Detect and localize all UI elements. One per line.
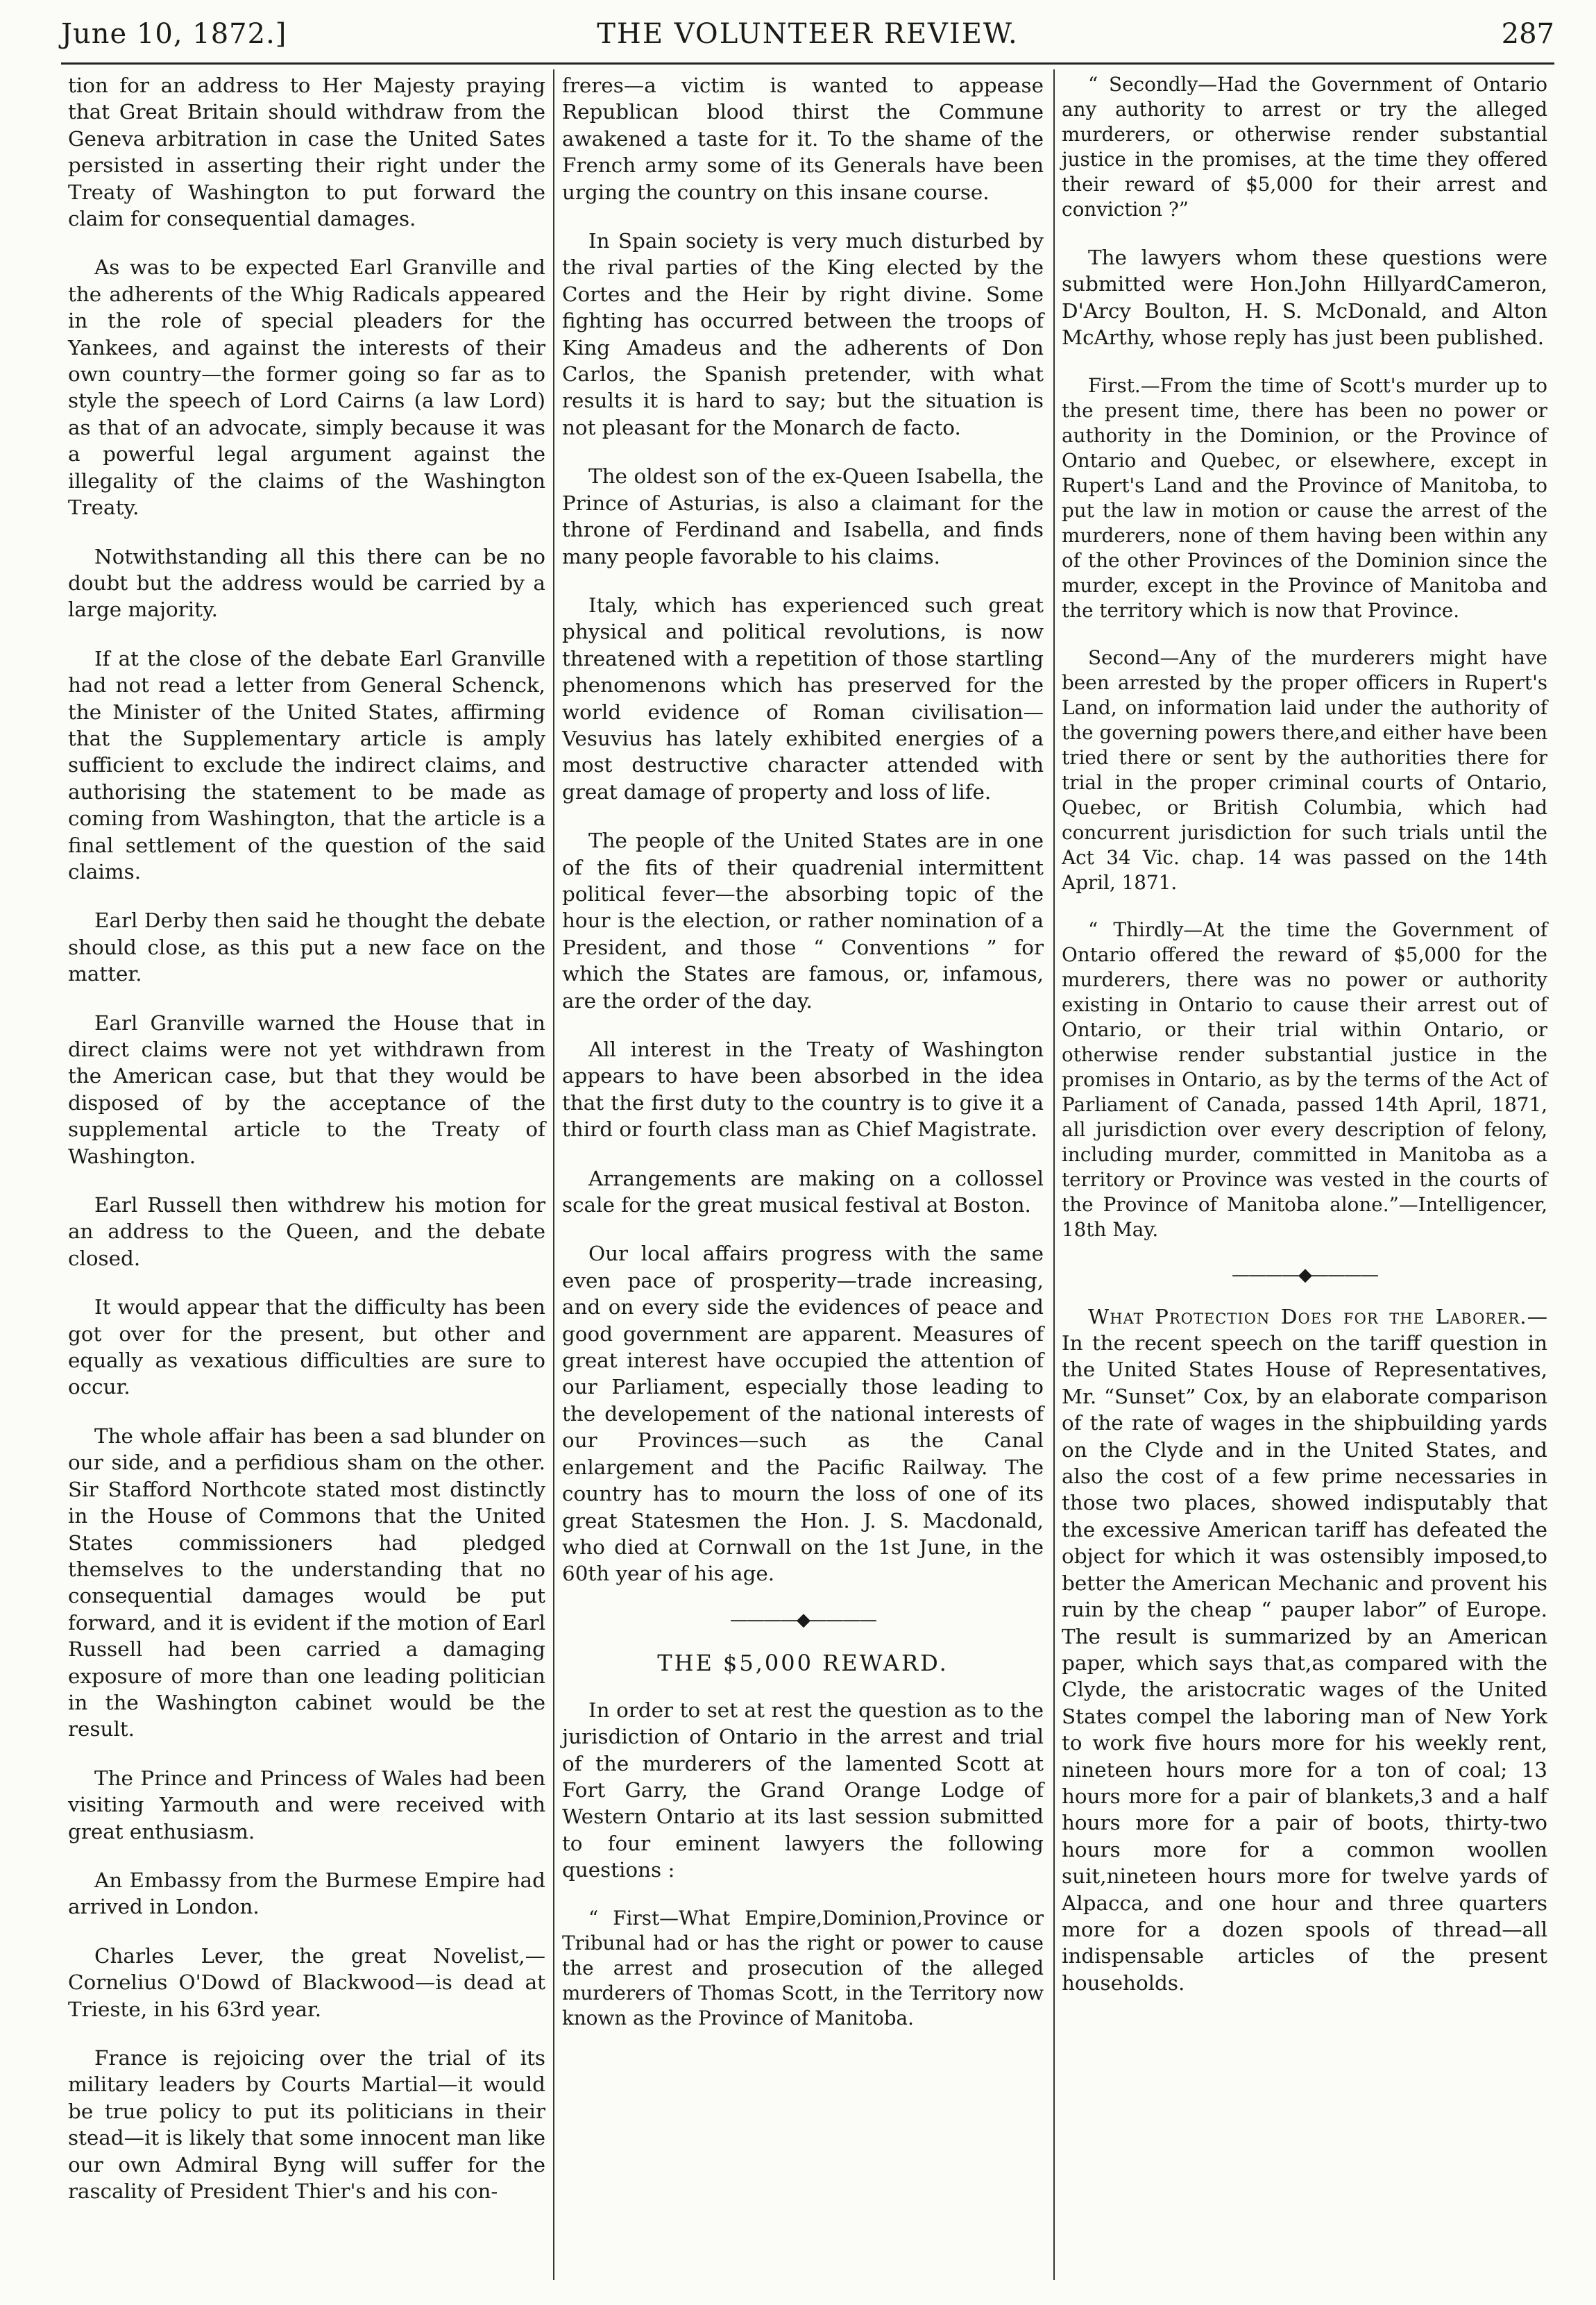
paragraph: As was to be expected Earl Granville and the adherents of the Whig Radicals appeared in the role of special pleaders for the Yankees, and against the interests of their own country—the former going so far as to style the speech of Lord Cairns (a law Lord) as that of an advocate, simply because it was a powerful legal argument against the illegality of the claims of the Washington Treaty. <box>68 255 545 520</box>
section-separator: ————◆———— <box>730 1609 876 1630</box>
paragraph: The Prince and Princess of Wales had been visiting Yarmouth and were received with great enthusiasm. <box>68 1766 545 1843</box>
column-2 <box>562 72 1044 2053</box>
paragraph: Notwithstanding all this there can be no doubt but the address would be carried by a large majority. <box>68 544 545 622</box>
paragraph: In order to set at rest the question as to the jurisdiction of Ontario in the arrest and trial of the murderers of the lamented Scott at Fort Garry, the Grand Orange Lodge of Western Ontario at its last session submitted to four eminent lawyers the following questions : <box>562 1698 1044 1882</box>
section-separator: ————◆———— <box>1232 1264 1377 1285</box>
paragraph: All interest in the Treaty of Washington appears to have been absorbed in the idea that the first duty to the country is to give it a third or fourth class man as Chief Magistrate. <box>562 1038 1044 1142</box>
paragraph: Charles Lever, the great Novelist,—Cornelius O'Dowd of Blackwood—is dead at Trieste, in his 63rd year. <box>68 1943 545 2021</box>
article-paragraph <box>1062 1303 1547 1997</box>
paragraph: freres—a victim is wanted to appease Republican blood thirst the Commune awakened a taste for it. To the shame of the French army some of its Generals have been urging the country on this insane course. <box>562 74 1044 204</box>
article-body: —In the recent speech on the tariff question in the United States House of Representatives, Mr. “Sunset” Cox, by an elaborate comparison of the rate of wages in the shipbuilding yards on the Clyde and in the United States, and also the cost of a few prime necessaries in those two places, showed indisputably that the excessive American tariff has defeated the object for which it was ostensibly imposed,to better the American Mechanic and provent his ruin by the cheap “ pauper labor” of Europe. The result is summarized by an American paper, which says that,as compared with the Clyde, the aristocratic wages of the United States compel the laboring man of New York to work five hours more for his weekly rent, nineteen hours more for a ton of coal; 13 hours more for a pair of blankets,3 and a half hours more for a pair of boots, thirty-two hours more for a common woollen suit,nineteen hours more for twelve yards of Alpacca, and one hour and three quarters more for a dozen spools of thread—all indispensable articles of the present households. <box>1062 1304 1547 1995</box>
paragraph: Italy, which has experienced such great physical and political revolutions, is now threatened with a repetition of those startling phenomenons which has preserved for the world evidence of Roman civilisation—Vesuvius has lately exhibited energies of a most destructive character attended with great damage of property and loss of life. <box>562 593 1044 804</box>
paragraph: An Embassy from the Burmese Empire had arrived in London. <box>68 1868 545 1919</box>
column-3 <box>1062 72 1547 2018</box>
paragraph: Our local affairs progress with the same even pace of prosperity—trade increasing, and on every side the evidences of peace and good government are apparent. Measures of great interest have occupied the attention of our Parliament, especially those leading to the developement of the national interests of our Provinces—such as the Canal enlargement and the Pacific Railway. The country has to mourn the loss of one of its great Statesmen the Hon. J. S. Macdonald, who died at Cornwall on the 1st June, in the 60th year of his age. <box>562 1242 1044 1586</box>
legal-answer: “ Thirdly—At the time the Government of Ontario offered the reward of $5,000 for the murderers, there was no power or authority existing in Ontario to cause their arrest out of Ontario, or their trial within Ontario, or otherwise render substantial justice in the promises in Ontario, as by the terms of the Act of Parliament of Canada, passed 14th April, 1871, all jurisdiction over every description of felony, including murder, committed in Manitoba as a territory or Province was vested in the courts of the Province of Manitoba alone.”—Intelligencer, 18th May. <box>1062 918 1547 1241</box>
header-title: THE VOLUNTEER REVIEW. <box>597 18 1019 50</box>
paragraph: The whole affair has been a sad blunder on our side, and a perfidious sham on the other. Sir Stafford Northcote stated most distinctly in the House of Commons that the United States commissioners had pledged themselves to the understanding that no consequential damages would be put forward, and it is evident if the motion of Earl Russell had been carried a damaging exposure of more than one leading politician in the Washington cabinet would be the result. <box>68 1424 545 1741</box>
header-date: June 10, 1872.] <box>61 18 287 50</box>
paragraph: Earl Russell then withdrew his motion for an address to the Queen, and the debate closed. <box>68 1193 545 1270</box>
paragraph: It would appear that the difficulty has been got over for the present, but other and equally as vexatious difficulties are sure to occur. <box>68 1295 545 1399</box>
paragraph: In Spain society is very much disturbed by the rival parties of the King elected by the Cortes and the Heir by right divine. Some fighting has occurred between the troops of King Amadeus and the adherents of Don Carlos, the Spanish pretender, with what results it is hard to say; but the situation is not pleasant for the Monarch de facto. <box>562 229 1044 439</box>
legal-answer: First.—From the time of Scott's murder up to the present time, there has been no power or authority in the Dominion, or the Province of Ontario and Quebec, or elsewhere, except in Rupert's Land and the Province of Manitoba, to put the law in motion or cause the arrest of the murderers, none of them having been within any of the other Provinces of the Dominion since the murder, except in the Province of Manitoba and the territory which is now that Province. <box>1062 373 1547 622</box>
paragraph: The lawyers whom these questions were submitted were Hon.John HillyardCameron, D'Arcy Boulton, H. S. McDonald, and Alton McArthy, whose reply has just been published. <box>1062 246 1547 350</box>
header-page-number: 287 <box>1501 18 1554 50</box>
paragraph: Earl Granville warned the House that in direct claims were not yet withdrawn from the American case, but that they would be disposed of by the acceptance of the supplemental article to the Treaty of Washington. <box>68 1011 545 1168</box>
column-1 <box>68 72 545 2227</box>
page-header <box>61 11 1554 60</box>
header-rule <box>61 62 1554 65</box>
paragraph: If at the close of the debate Earl Granville had not read a letter from General Schenck, the Minister of the United States, affirming that the Supplementary article is amply sufficient to exclude the indirect claims, and authorising the statement to be made as coming from Washington, that the article is a final settlement of the question of the said claims. <box>68 646 545 884</box>
legal-answer: Second—Any of the murderers might have been arrested by the proper officers in Rupert's Land, on information laid under the authority of the governing powers there,and either have been tried there or sent by the authorities there for trial in the proper criminal courts of Ontario, Quebec, or British Columbia, which had concurrent jurisdiction for such trials until the Act 34 Vic. chap. 14 was passed on the 14th April, 1871. <box>1062 645 1547 894</box>
column-divider <box>1053 69 1055 2280</box>
paragraph: tion for an address to Her Majesty praying that Great Britain should withdraw from the Geneva arbitration in case the United Sates persisted in asserting their right under the Treaty of Washington to put forward the claim for consequential damages. <box>68 74 545 231</box>
paragraph: The oldest son of the ex-Queen Isabella, the Prince of Asturias, is also a claimant for the throne of Ferdinand and Isabella, and finds many people favorable to his claims. <box>562 464 1044 568</box>
section-title: THE $5,000 REWARD. <box>657 1649 949 1676</box>
quoted-question: “ First—What Empire,Dominion,Province or Tribunal had or has the right or power to cause the arrest and prosecution of the alleged murderers of Thomas Scott, in the Territory now known as the Province of Manitoba. <box>562 1906 1044 2029</box>
paragraph: The people of the United States are in one of the fits of their quadrenial intermittent political fever—the absorbing topic of the hour is the election, or rather nomination of a President, and those “ Conventions ” for which the States are famous, or, infamous, are the order of the day. <box>562 829 1044 1013</box>
paragraph: Arrangements are making on a collossel scale for the great musical festival at Boston. <box>562 1166 1044 1217</box>
article-heading: What Protection Does for the Laborer. <box>1088 1304 1527 1328</box>
quoted-question: “ Secondly—Had the Government of Ontario any authority to arrest or try the alleged murderers, or otherwise render substantial justice in the promises, at the time they offered their reward of $5,000 for their arrest and conviction ?” <box>1062 73 1547 221</box>
paragraph: France is rejoicing over the trial of its military leaders by Courts Martial—it would be true policy to put its politicians in their stead—it is likely that some innocent man like our own Admiral Byng will suffer for the rascality of President Thier's and his con- <box>68 2046 545 2204</box>
paragraph: Earl Derby then said he thought the debate should close, as this put a new face on the matter. <box>68 909 545 986</box>
column-divider <box>553 69 554 2280</box>
